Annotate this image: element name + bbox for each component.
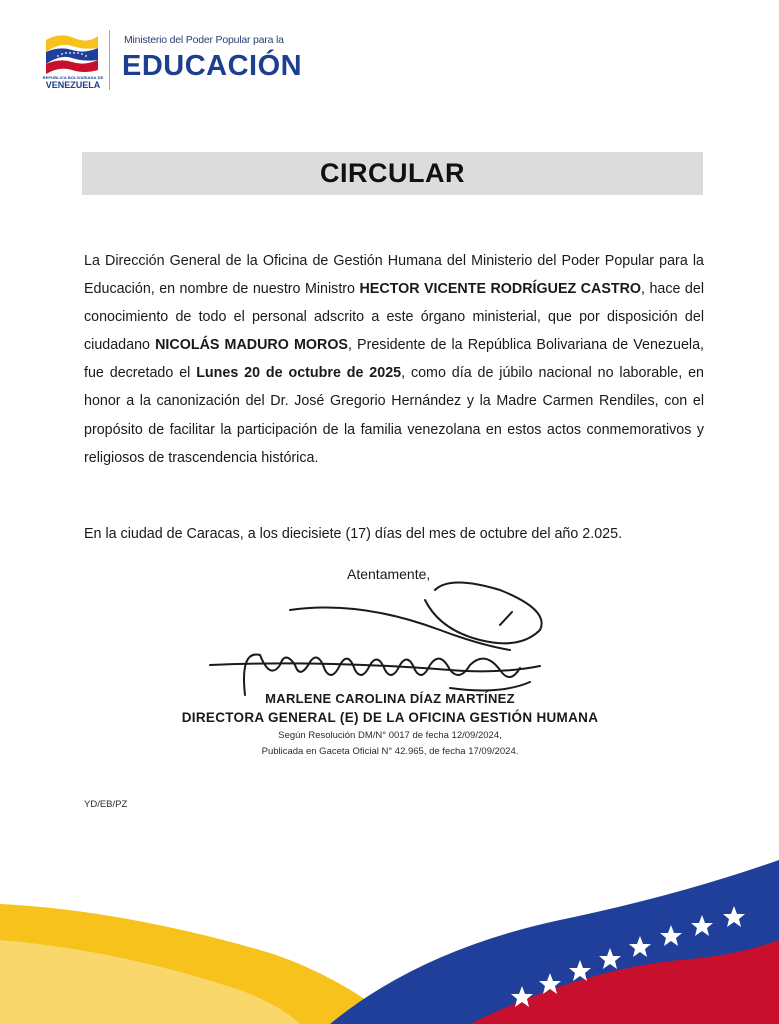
ministry-subtitle: Ministerio del Poder Popular para la	[124, 34, 284, 46]
body-text-3: , Presidente de la República Bolivariana de Venezuela, fue decretado el	[84, 337, 705, 382]
resolution-reference: Según Resolución DM/N° 0017 de fecha 12/09/2024,	[278, 730, 502, 741]
ministry-header	[42, 26, 342, 96]
body-text-2: , hace del conocimiento de todo el personal adscrito a este órgano ministerial, que por disposición del ciudadano	[84, 281, 705, 354]
city-date-line: En la ciudad de Caracas, a los diecisiete (17) días del mes de octubre del año 2.025.	[84, 526, 623, 542]
signatory-title: DIRECTORA GENERAL (E) DE LA OFICINA GESTIÓN HUMANA	[181, 710, 599, 725]
author-initials: YD/EB/PZ	[84, 799, 128, 810]
title-band	[82, 152, 703, 195]
signatory-block	[120, 690, 660, 760]
flag-wave-footer	[0, 840, 779, 1024]
closing-salutation: Atentamente,	[347, 566, 431, 582]
header-divider	[109, 30, 110, 90]
body-text-4: , como día de júbilo nacional no laborable, en honor a la canonización del Dr. José Gregorio Hernández y la Madre Carmen Rendiles, con el propósito de facilitar la participación de la familia venezolana en estos actos conmemorativos y religiosos de trascendencia histórica.	[84, 365, 704, 466]
president-name: NICOLÁS MADURO MOROS	[155, 337, 348, 354]
venezuela-flag-logo	[42, 26, 104, 92]
ministry-name: EDUCACIÓN	[122, 50, 303, 82]
minister-name: HECTOR VICENTE RODRÍGUEZ CASTRO	[359, 281, 642, 298]
country-name: VENEZUELA	[45, 80, 101, 90]
document-title: CIRCULAR	[320, 158, 465, 188]
gazette-reference: Publicada en Gaceta Oficial N° 42.965, de fecha 17/09/2024.	[261, 746, 519, 757]
body-text-1: La Dirección General de la Oficina de Gestión Humana del Ministerio del Poder Popular para la Educación, en nombre de nuestro Ministro	[84, 253, 704, 298]
body-paragraph	[84, 247, 704, 472]
signatory-name: MARLENE CAROLINA DÍAZ MARTÍNEZ	[265, 691, 515, 706]
flag-icon	[44, 30, 100, 74]
flag-caption: REPÚBLICA BOLIVARIANA DE	[42, 75, 104, 80]
holiday-date: Lunes 20 de octubre de 2025	[196, 365, 402, 382]
